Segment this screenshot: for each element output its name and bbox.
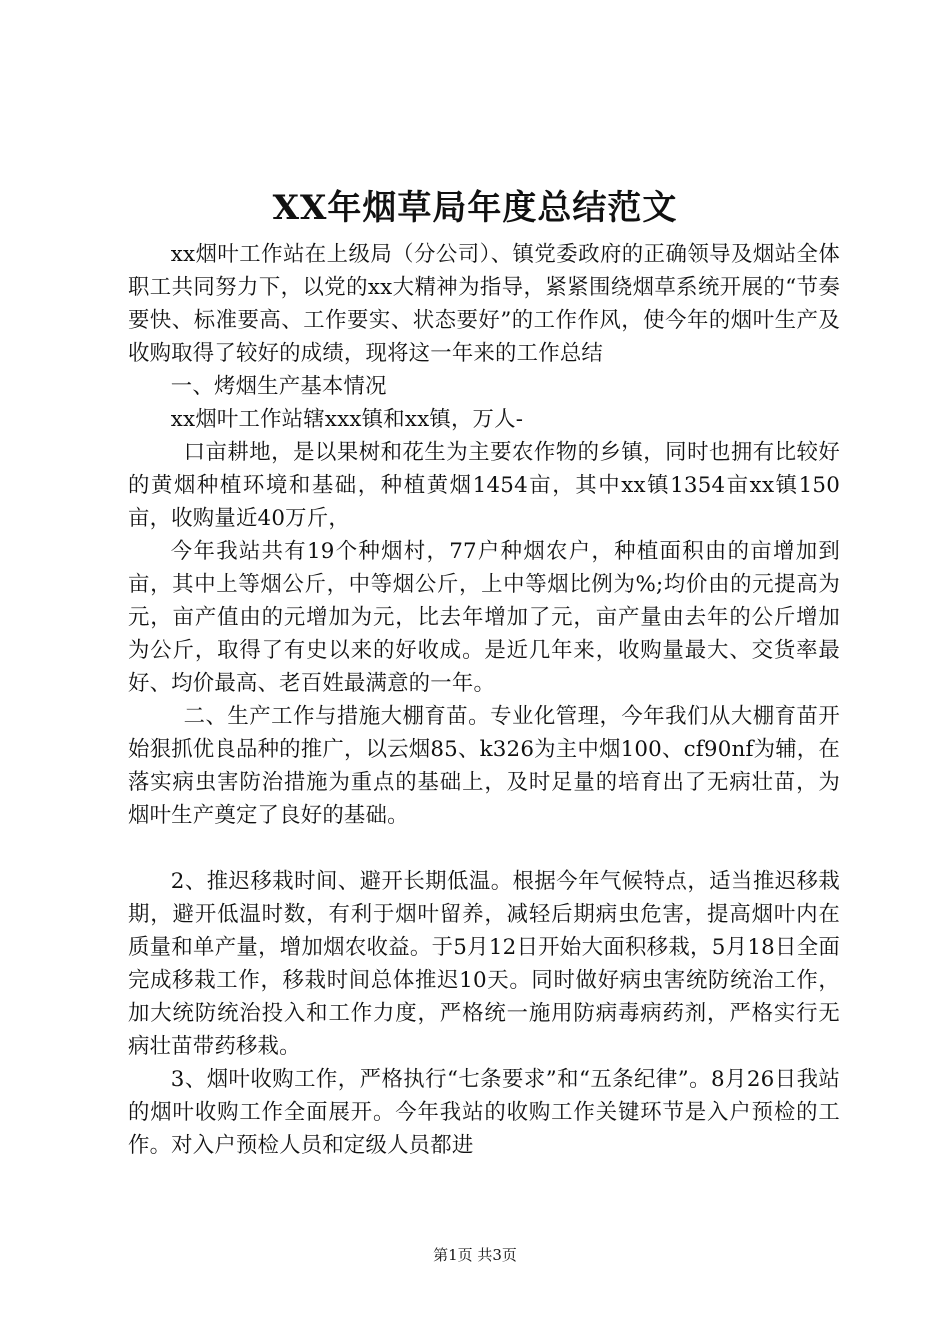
section-heading-2: 二、生产工作与措施大棚育苗。专业化管理，今年我们从大棚育苗开始狠抓优良品种的推广，以云烟85、k326为主中烟100、cf90nf为辅，在落实病虫害防治措施为重点的基础上，及时足量的培育出了无病壮苗，为烟叶生产奠定了良好的基础。 xyxy=(128,704,840,828)
page-number: 第1页 共3页 xyxy=(433,1246,517,1264)
paragraph-transplant: 2、推迟移栽时间、避开长期低温。根据今年气候特点，适当推迟移栽期，避开低温时数，有利于烟叶留养，减轻后期病虫危害，提高烟叶内在质量和单产量，增加烟农收益。于5月12日开始大面积移栽，5月18日全面完成移栽工作，移栽时间总体推迟10天。同时做好病虫害统防统治工作，加大统防统治投入和工作力度，严格统一施用防病毒病药剂，严格实行无病壮苗带药移栽。 xyxy=(128,869,840,1059)
paragraph-gap xyxy=(128,832,840,865)
paragraph-harvest: 今年我站共有19个种烟村，77户种烟农户，种植面积由的亩增加到亩，其中上等烟公斤，中等烟公斤，上中等烟比例为%;均价由的元提高为元，亩产值由的元增加为元，比去年增加了元，亩产量由去年的公斤增加为公斤，取得了有史以来的好收成。是近几年来，收购量最大、交货率最好、均价最高、老百姓最满意的一年。 xyxy=(128,539,840,696)
paragraph-farmland: 口亩耕地，是以果树和花生为主要农作物的乡镇，同时也拥有比较好的黄烟种植环境和基础，种植黄烟1454亩，其中xx镇1354亩xx镇150亩，收购量近40万斤， xyxy=(128,440,840,531)
paragraph-purchase: 3、烟叶收购工作，严格执行“七条要求”和“五条纪律”。8月26日我站的烟叶收购工作全面展开。今年我站的收购工作关键环节是入户预检的工作。对入户预检人员和定级人员都进 xyxy=(128,1067,840,1158)
paragraph-station-area: xx烟叶工作站辖xxx镇和xx镇，万人- xyxy=(170,407,524,432)
section-heading-1: 一、烤烟生产基本情况 xyxy=(170,374,387,399)
document-body xyxy=(128,238,840,1162)
paragraph-intro: xx烟叶工作站在上级局（分公司）、镇党委政府的正确领导及烟站全体职工共同努力下，以党的xx大精神为指导，紧紧围绕烟草系统开展的“节奏要快、标准要高、工作要实、状态要好”的工作作风，使今年的烟叶生产及收购取得了较好的成绩，现将这一年来的工作总结 xyxy=(128,242,840,366)
document-title: XX年烟草局年度总结范文 xyxy=(272,188,678,228)
